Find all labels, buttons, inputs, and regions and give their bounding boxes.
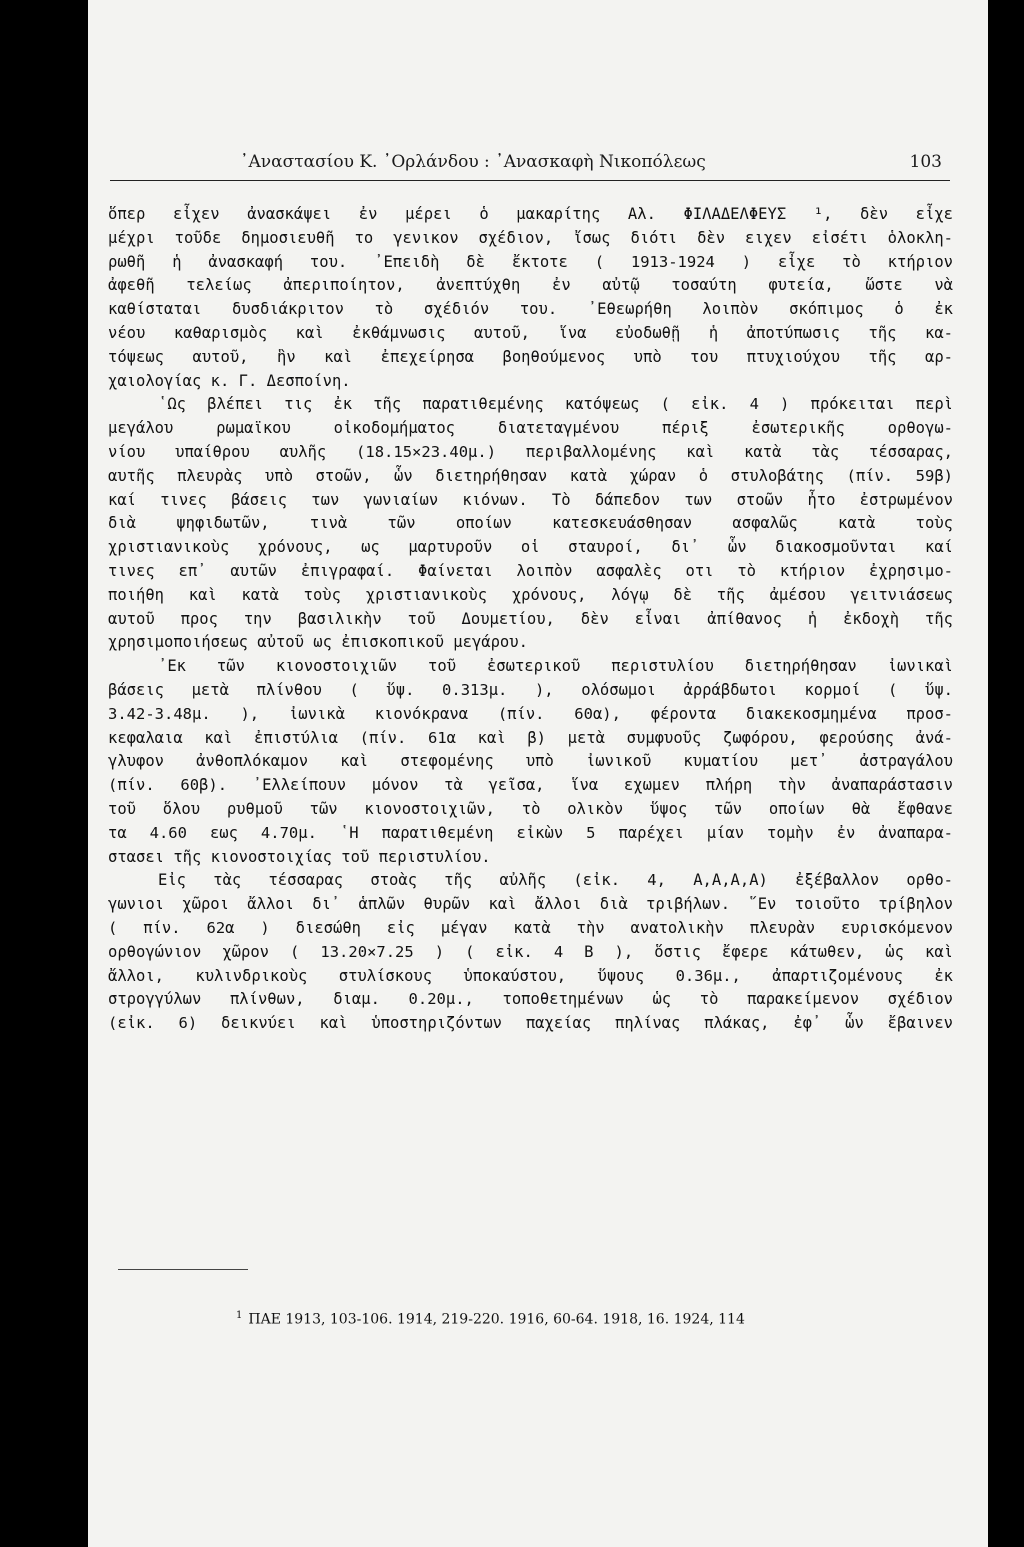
- text-line: στρογγύλων πλίνθων, διαμ. 0.20μ., τοποθετημένων ὡς τὸ παρακείμενον σχέδιον: [108, 990, 953, 1009]
- book-page: [88, 0, 988, 1547]
- text-line: τινες επ᾿ αυτῶν ἐπιγραφαί. Φαίνεται λοιπὸν ασφαλὲς οτι τὸ κτήριον ἐχρησιμο-: [108, 561, 953, 580]
- text-line: ποιήθη καὶ κατὰ τοὺς χριστιανικοὺς χρόνους, λόγῳ δὲ τῆς ἀμέσου γειτνιάσεως: [108, 585, 953, 604]
- text-line: ὅπερ εἶχεν ἀνασκάψει ἐν μέρει ὁ μακαρίτης Αλ. ΦΙΛΑΔΕΛΦΕΥΣ ¹, δὲν εἶχε: [108, 205, 953, 223]
- body-text: [108, 203, 953, 1036]
- footnote-marker: 1: [236, 1310, 243, 1321]
- page-number: 103: [909, 152, 942, 172]
- text-line: γλυφον ἀνθοπλόκαμον καὶ στεφομένης υπὸ ἰωνικοῦ κυματίου μετ᾿ ἀστραγάλου: [108, 752, 953, 771]
- text-line: Εἰς τὰς τέσσαρας στοὰς τῆς αὐλῆς (εἰκ. 4, Α,Α,Α,Α) ἐξέβαλλον ορθο-: [158, 871, 953, 890]
- text-line: νέου καθαρισμὸς καὶ ἐκθάμνωσις αυτοῦ, ἵνα εὐοδωθῇ ἡ ἀποτύπωσις τῆς κα-: [108, 323, 953, 342]
- text-line: (εἰκ. 6) δεικνύει καὶ ὑποστηριζόντων παχείας πηλίνας πλάκας, ἐφ᾿ ὧν ἔβαινεν: [108, 1014, 953, 1033]
- text-line: ἄλλοι, κυλινδρικοὺς στυλίσκους ὑποκαύστου, ὕψους 0.36μ., ἀπαρτιζομένους ἐκ: [108, 966, 953, 985]
- text-line: ᾿Εκ τῶν κιονοστοιχιῶν τοῦ ἐσωτερικοῦ περιστυλίου διετηρήθησαν ἰωνικαὶ: [158, 657, 953, 676]
- text-line: 3.42-3.48μ. ), ἰωνικὰ κιονόκρανα (πίν. 60α), φέροντα διακεκοσμημένα προσ-: [108, 704, 953, 723]
- text-line: ( πίν. 62α ) διεσώθη εἰς μέγαν κατὰ τὴν ανατολικὴν πλευρὰν ευρισκόμενον: [108, 918, 953, 937]
- text-line: μέχρι τοῦδε δημοσιευθῆ το γενικον σχέδιον, ἴσως διότι δὲν ειχεν εἰσέτι ὁλοκλη-: [108, 228, 953, 247]
- text-line: καί τινες βάσεις των γωνιαίων κιόνων. Τὸ δάπεδον των στοῶν ἦτο ἐστρωμένον: [108, 490, 953, 509]
- running-header: [110, 148, 950, 178]
- running-title: ᾿Αναστασίου Κ. ᾿Ορλάνδου : ᾿Ανασκαφὴ Νικοπόλεως: [240, 152, 706, 172]
- text-line: νίου υπαίθρου αυλῆς (18.15×23.40μ.) περιβαλλομένης καὶ κατὰ τὰς τέσσαρας,: [108, 442, 953, 461]
- text-line: ρωθῆ ἡ ἀνασκαφή του. ᾿Επειδὴ δὲ ἔκτοτε ( 1913-1924 ) εἶχε τὸ κτήριον: [108, 252, 953, 271]
- text-line: διὰ ψηφιδωτῶν, τινὰ τῶν οποίων κατεσκευάσθησαν ασφαλῶς κατὰ τοὺς: [108, 514, 953, 533]
- text-line: κεφαλαια καὶ ἐπιστύλια (πίν. 61α καὶ β) μετὰ συμφυοῦς ζωφόρου, φερούσης ἀνά-: [108, 728, 953, 747]
- text-line: χριστιανικοὺς χρόνους, ως μαρτυροῦν οἱ σταυροί, δι᾿ ὧν διακοσμοῦνται καί: [108, 538, 953, 557]
- footnote-text: ΠΑΕ 1913, 103-106. 1914, 219-220. 1916, 60-64. 1918, 16. 1924, 114: [248, 1311, 745, 1328]
- text-line: (πίν. 60β). ᾿Ελλείπουν μόνον τὰ γεῖσα, ἵνα εχωμεν πλήρη τὴν ἀναπαράστασιν: [108, 776, 953, 795]
- footnote: [236, 1310, 745, 1328]
- text-line: τα 4.60 εως 4.70μ. ῾Η παρατιθεμένη εἰκὼν 5 παρέχει μίαν τομὴν ἐν ἀναπαρα-: [108, 823, 953, 842]
- text-line: στασει τῆς κιονοστοιχίας τοῦ περιστυλίου.: [108, 847, 491, 866]
- footnote-rule: [118, 1269, 248, 1270]
- text-line: καθίσταται δυσδιάκριτον τὸ σχέδιόν του. ᾿Εθεωρήθη λοιπὸν σκόπιμος ὁ ἐκ: [108, 300, 953, 319]
- text-line: βάσεις μετὰ πλίνθου ( ὕψ. 0.313μ. ), ολόσωμοι ἀρράβδωτοι κορμοί ( ὕψ.: [108, 680, 953, 699]
- text-line: μεγάλου ρωμαϊκου οἰκοδομήματος διατεταγμένου πέριξ ἐσωτερικῆς ορθογω-: [108, 419, 953, 438]
- text-line: αυτῆς πλευρὰς υπὸ στοῶν, ὧν διετηρήθησαν κατὰ χώραν ὁ στυλοβάτης (πίν. 59β): [108, 466, 953, 485]
- text-line: χρησιμοποιήσεως αὐτοῦ ως ἐπισκοπικοῦ μεγάρου.: [108, 633, 528, 652]
- text-line: τοῦ ὅλου ρυθμοῦ τῶν κιονοστοιχιῶν, τὸ ολικὸν ὕψος τῶν οποίων θὰ ἔφθανε: [108, 799, 953, 818]
- text-line: ορθογώνιον χῶρον ( 13.20×7.25 ) ( εἰκ. 4 Β ), ὅστις ἔφερε κάτωθεν, ὡς καὶ: [108, 942, 953, 961]
- text-line: αυτοῦ προς την βασιλικὴν τοῦ Δουμετίου, δὲν εἶναι ἀπίθανος ἡ ἐκδοχὴ τῆς: [108, 609, 953, 628]
- header-rule: [110, 180, 950, 181]
- text-line: ῾Ως βλέπει τις ἐκ τῆς παρατιθεμένης κατόψεως ( εἰκ. 4 ) πρόκειται περὶ: [158, 395, 953, 414]
- text-line: γωνιοι χῶροι ἄλλοι δι᾿ ἁπλῶν θυρῶν καὶ ἄλλοι διὰ τριβήλων. ῞Εν τοιοῦτο τρίβηλον: [108, 895, 953, 914]
- text-line: χαιολογίας κ. Γ. Δεσποίνη.: [108, 371, 351, 390]
- text-line: ἀφεθῆ τελείως ἀπεριποίητον, ἀνεπτύχθη ἐν αὐτῷ τοσαύτη φυτεία, ὥστε νὰ: [108, 276, 953, 295]
- text-line: τόψεως αυτοῦ, ἣν καὶ ἐπεχείρησα βοηθούμενος υπὸ του πτυχιούχου τῆς αρ-: [108, 347, 953, 366]
